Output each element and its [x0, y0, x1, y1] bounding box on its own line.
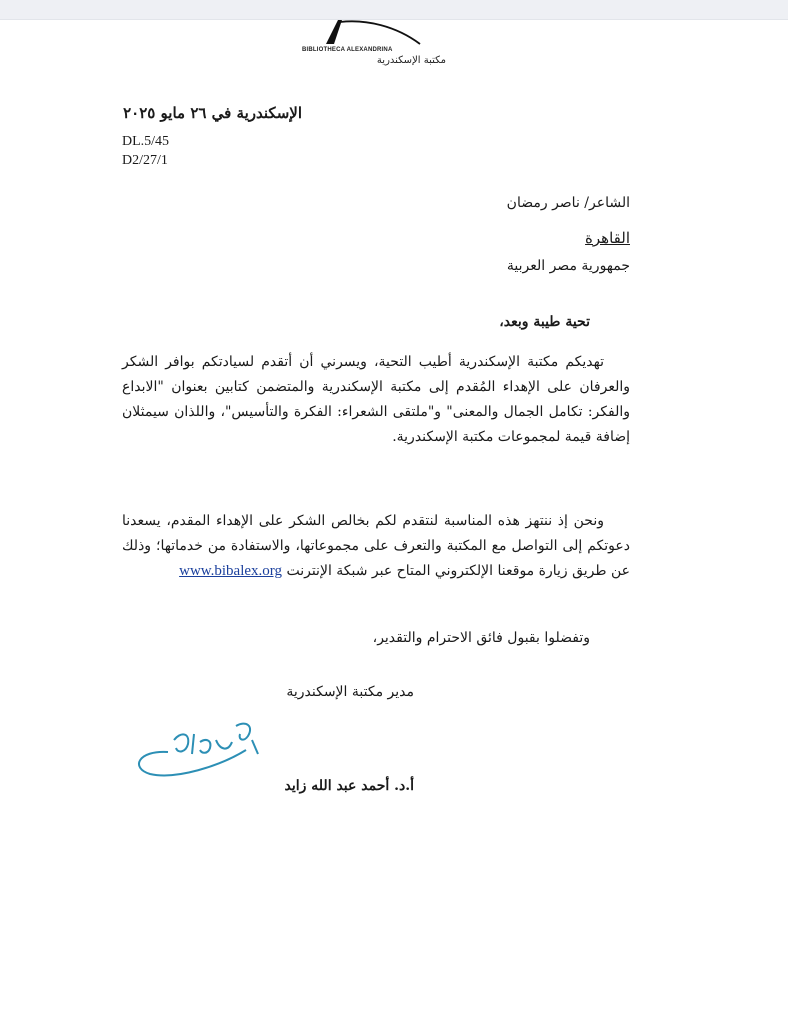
body-paragraph-2-text: ونحن إذ ننتهز هذه المناسبة لنتقدم لكم بخالص الشكر على الإهداء المقدم، يسعدنا دعوتكم إلى التواصل مع المكتبة والتعرف على مجموعاتها، والاستفادة من خدماتها؛ وذلك عن طريق زيارة موقعنا الإلكتروني المتاح عبر شبكة الإنترنت: [122, 513, 630, 579]
signatory-name: أ.د. أحمد عبد الله زايد: [284, 778, 414, 794]
library-logo: [296, 20, 446, 78]
logo-arabic-name: مكتبة الإسكندرية: [376, 55, 446, 66]
body-paragraph-1: تهديكم مكتبة الإسكندرية أطيب التحية، ويسرني أن أتقدم لسيادتكم بوافر الشكر والعرفان على الإهداء المُقدم إلى مكتبة الإسكندرية والمتضمن كتابين بعنوان "الابداع والفكر: تكامل الجمال والمعنى" و"ملتقى الشعراء: الفكرة والتأسيس"، واللذان سيمثلان إضافة قيمة لمجموعات مكتبة الإسكندرية.: [122, 354, 630, 445]
logo-english-name: BIBLIOTHECA ALEXANDRINA: [302, 47, 393, 53]
library-logo-icon: [296, 20, 446, 50]
body-paragraph-2: [122, 509, 630, 584]
signatory-title: مدير مكتبة الإسكندرية: [286, 684, 414, 700]
recipient-name: الشاعر/ ناصر رمضان: [506, 195, 630, 211]
recipient-city: القاهرة: [585, 229, 630, 247]
letter-page: [0, 20, 788, 1024]
letter-date: الإسكندرية في ٢٦ مايو ٢٠٢٥: [123, 104, 302, 122]
reference-number-1: DL.5/45: [122, 134, 170, 149]
closing-line: وتفضلوا بقبول فائق الاحترام والتقدير،: [372, 630, 590, 646]
viewer-top-bar: [0, 0, 788, 20]
reference-number-2: D2/27/1: [122, 153, 168, 168]
recipient-country: جمهورية مصر العربية: [506, 258, 630, 274]
handwritten-signature: [128, 710, 268, 780]
website-link[interactable]: www.bibalex.org: [179, 563, 283, 579]
greeting: تحية طيبة وبعد،: [499, 314, 590, 330]
